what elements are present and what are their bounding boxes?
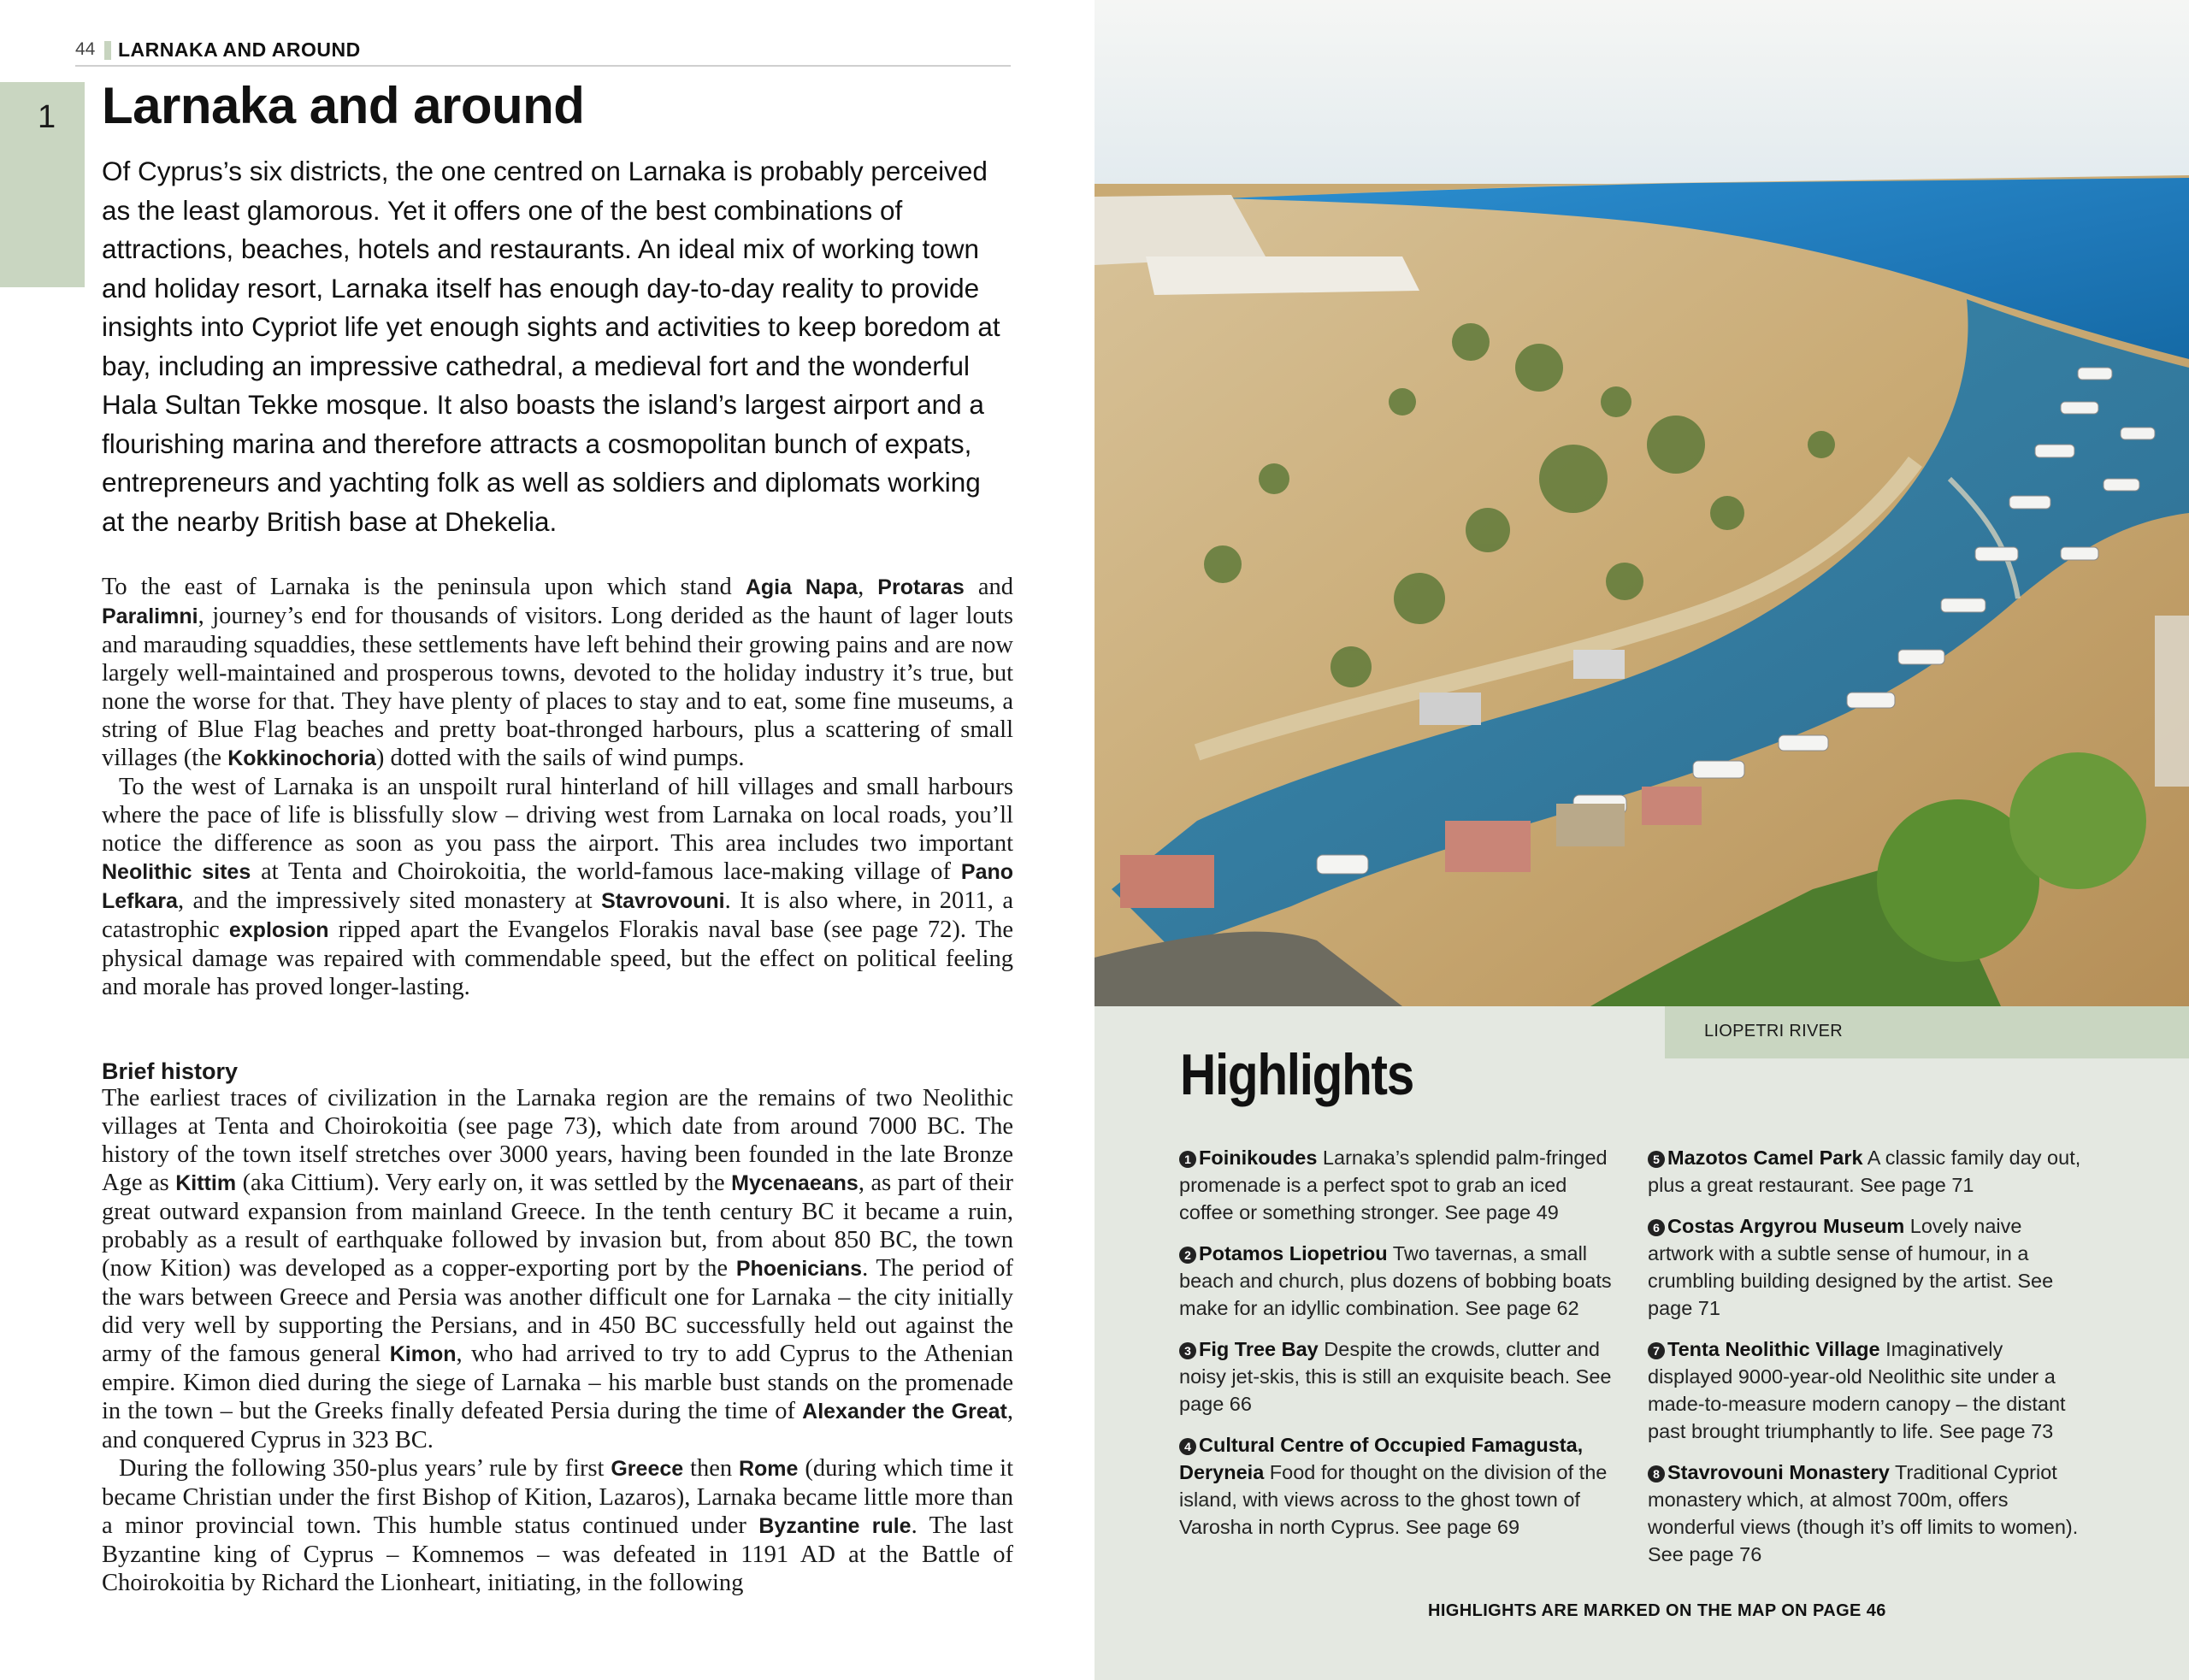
highlight-number-badge: 2 xyxy=(1179,1247,1196,1264)
paragraph-east: To the east of Larnaka is the peninsula upon which stand Agia Napa, Protaras and Paralimni, journey’s end for thousands of visitors. Long derided as the haunt of lager louts and marauding squaddies, these settlements have left behind their growing pains and are now largely well-maintained and prosperous towns, devoted to the holiday industry it’s true, but none the worse for that. They have plenty of places to stay and to eat, some fine museums, a string of Blue Flag beaches and pretty boat-thronged harbours, plus a scattering of small villages (the Kokkinochoria) dotted with the sails of wind pumps. xyxy=(102,574,1013,771)
paragraph-west: To the west of Larnaka is an unspoilt rural hinterland of hill villages and small harbours where the pace of life is blissfully slow – driving west from Larnaka on local roads, you’ll notice the difference as soon as you pass the airport. This area includes two important Neolithic sites at Tenta and Choirokoitia, the world-famous lace-making village of Pano Lefkara, and the impressively sited monastery at Stavrovouni. It is also where, in 2011, a catastrophic explosion ripped apart the Evangelos Florakis naval base (see page 72). The physical damage was repaired with commendable speed, but the effect on political feeling and morale has proved longer-lasting. xyxy=(102,774,1014,1000)
village-houses xyxy=(1146,256,1419,295)
aerial-photo-illustration xyxy=(1094,0,2189,1006)
highlight-item: 2 Potamos Liopetriou Two tavernas, a small beach and church, plus dozens of bobbing boats make for an idyllic combination. See page 62 xyxy=(1179,1242,1612,1319)
chapter-number: 1 xyxy=(38,99,56,135)
highlight-number-badge: 4 xyxy=(1179,1438,1196,1455)
photo-caption-tab xyxy=(1665,1006,2189,1058)
highlight-number-badge: 6 xyxy=(1648,1219,1665,1236)
chapter-tab xyxy=(0,82,85,287)
photo-caption: LIOPETRI RIVER xyxy=(1704,1022,1844,1040)
highlight-item: 6 Costas Argyrou Museum Lovely naive artwork with a subtle sense of humour, in a crumbling building designed by the artist. See page 71 xyxy=(1648,1215,2054,1319)
highlights-map-note: HIGHLIGHTS ARE MARKED ON THE MAP ON PAGE 46 xyxy=(1428,1601,1886,1620)
highlights-column-left xyxy=(1179,1144,1624,1554)
running-head xyxy=(75,38,1011,67)
highlight-number-badge: 3 xyxy=(1179,1342,1196,1359)
left-page xyxy=(0,0,1094,1680)
highlights-column-right xyxy=(1648,1144,2092,1582)
intro-paragraph: Of Cyprus’s six districts, the one centred on Larnaka is probably perceived as the least glamorous. Yet it offers one of the best combinations of attractions, beaches, hotels and restaurants. An ideal mix of working town and holiday resort, Larnaka itself has enough day-to-day reality to provide insights into Cypriot life yet enough sights and activities to keep boredom at bay, including an impressive cathedral, a medieval fort and the wonderful Hala Sultan Tekke mosque. It also boasts the island’s largest airport and a flourishing marina and therefore attracts a cosmopolitan bunch of expats, entrepreneurs and yachting folk as well as soldiers and diplomats working at the nearby British base at Dhekelia. xyxy=(102,156,1000,537)
highlight-number-badge: 8 xyxy=(1648,1465,1665,1483)
running-head-title: LARNAKA AND AROUND xyxy=(118,38,361,61)
highlight-item: 5 Mazotos Camel Park A classic family day out, plus a great restaurant. See page 71 xyxy=(1648,1147,2081,1196)
body-text-history xyxy=(102,1084,1013,1597)
highlight-number-badge: 1 xyxy=(1179,1151,1196,1168)
sky xyxy=(1094,0,2189,184)
running-head-bar xyxy=(104,41,111,60)
highlights-title: Highlights xyxy=(1180,1042,1413,1107)
highlight-item: 4 Cultural Centre of Occupied Famagusta, Deryneia Food for thought on the division of the island, with views across to the ghost town of Varosha in north Cyprus. See page 69 xyxy=(1179,1434,1608,1538)
page-number: 44 xyxy=(75,39,96,59)
chapter-title: Larnaka and around xyxy=(102,77,585,134)
highlight-item: 3 Fig Tree Bay Despite the crowds, clutter and noisy jet-skis, this is still an exquisite beach. See page 66 xyxy=(1179,1338,1612,1415)
body-text-upper xyxy=(102,573,1013,1001)
liopetri-river-photo xyxy=(1094,0,2189,1006)
highlight-number-badge: 5 xyxy=(1648,1151,1665,1168)
highlight-item: 1 Foinikoudes Larnaka’s splendid palm-fringed promenade is a perfect spot to grab an iced coffee or something stronger. See page 49 xyxy=(1179,1147,1608,1223)
subhead-brief-history: Brief history xyxy=(102,1058,239,1084)
paragraph-history-1: The earliest traces of civilization in the Larnaka region are the remains of two Neolithic villages at Tenta and Choirokoitia (see page 73), which date from around 7000 BC. The history of the town itself stretches over 3000 years, having been founded in the late Bronze Age as Kittim (aka Cittium). Very early on, it was settled by the Mycenaeans, as part of their great outward expansion from mainland Greece. In the tenth century BC it became a ruin, probably as a result of earthquake followed by invasion but, from about 850 BC, the town (now Kition) was developed as a copper-exporting port by the Phoenicians. The period of the wars between Greece and Persia was another difficult one for Larnaka – the city initially did very well by supporting the Persians, and in 450 BC successfully held out against the army of the famous general Kimon, who had arrived to try to add Cyprus to the Athenian empire. Kimon died during the siege of Larnaka – his marble bust stands on the promenade in the town – but the Greeks finally defeated Persia during the time of Alexander the Great, and conquered Cyprus in 323 BC. xyxy=(102,1085,1013,1453)
highlight-item: 8 Stavrovouni Monastery Traditional Cypriot monastery which, at almost 700m, offers wonderful views (though it’s off limits to women). See page 76 xyxy=(1648,1461,2079,1565)
highlight-number-badge: 7 xyxy=(1648,1342,1665,1359)
paragraph-history-2: During the following 350-plus years’ rule by first Greece then Rome (during which time it became Christian under the first Bishop of Kition, Lazaros), Larnaka became little more than a minor provincial town. This humble status continued under Byzantine rule. The last Byzantine king of Cyprus – Komnemos – was defeated in 1191 AD at the Battle of Choirokoitia by Richard the Lionheart, initiating, in the following xyxy=(102,1455,1014,1596)
highlight-item: 7 Tenta Neolithic Village Imaginatively displayed 9000-year-old Neolithic site under a made-to-measure modern canopy – the distant past brought triumphantly to life. See page 73 xyxy=(1648,1338,2066,1442)
